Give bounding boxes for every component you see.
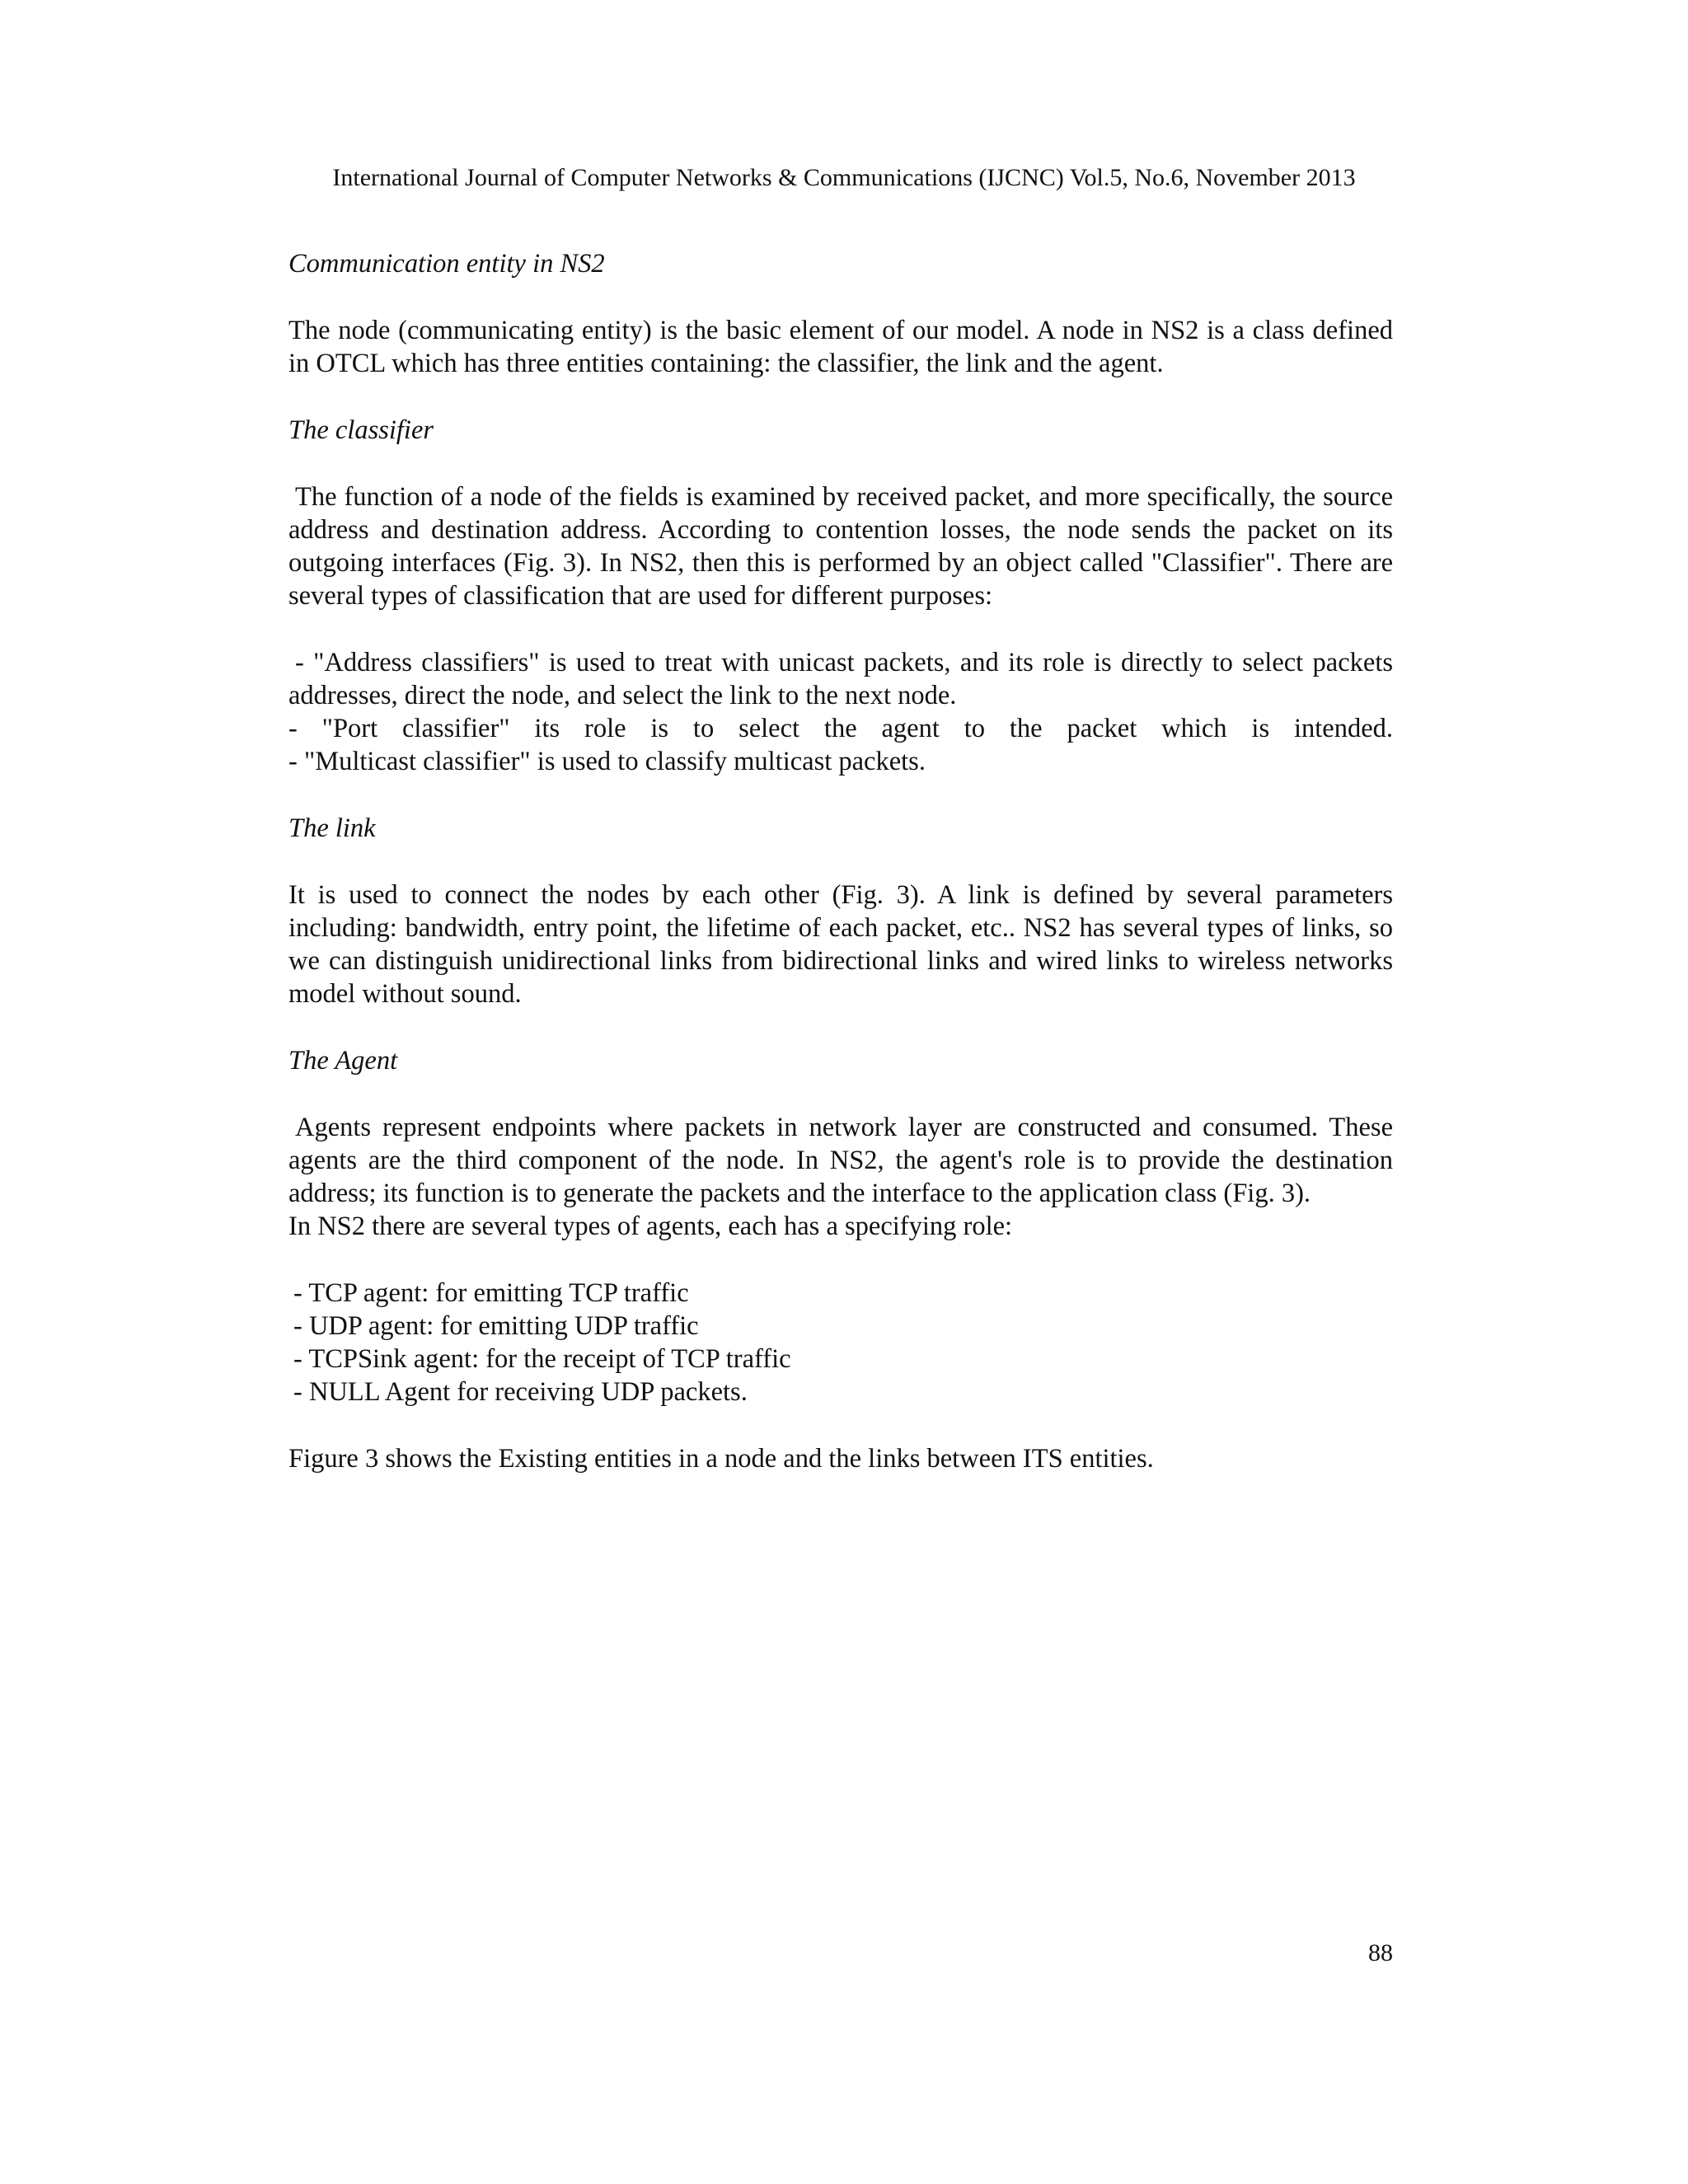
section-heading-classifier: The classifier bbox=[288, 415, 434, 445]
classifier-bullet-address: - "Address classifiers" is used to treat with unicast packets, and its role is directly to select packets addresses, direct the node, and select the link to the next node. bbox=[288, 648, 1393, 710]
paragraph-closing: Figure 3 shows the Existing entities in a node and the links between ITS entities. bbox=[288, 1444, 1154, 1474]
section-heading-communication-entity: Communication entity in NS2 bbox=[288, 249, 605, 279]
paragraph-agent-1: Agents represent endpoints where packets in network layer are constructed and consumed. These agents are the third component of the node. In NS2, the agent's role is to provide the destination address; its function is to generate the packets and the interface to the application class (Fig. 3). bbox=[288, 1113, 1393, 1208]
page-number: 88 bbox=[1368, 1939, 1393, 1966]
list-item: - TCP agent: for emitting TCP traffic bbox=[293, 1278, 689, 1308]
running-header: International Journal of Computer Networks & Communications (IJCNC) Vol.5, No.6, November 2013 bbox=[332, 164, 1356, 191]
paragraph-classifier: The function of a node of the fields is examined by received packet, and more specifically, the source address and destination address. According to contention losses, the node sends the packet on its outgoing interfaces (Fig. 3). In NS2, then this is performed by an object called "Classifier". There are several types of classification that are used for different purposes: bbox=[288, 482, 1393, 611]
paragraph-agent-2: In NS2 there are several types of agents, each has a specifying role: bbox=[288, 1212, 1013, 1241]
list-item: - UDP agent: for emitting UDP traffic bbox=[293, 1311, 699, 1341]
list-item: - NULL Agent for receiving UDP packets. bbox=[293, 1377, 748, 1407]
paragraph-link: It is used to connect the nodes by each other (Fig. 3). A link is defined by several parameters including: bandwidth, entry point, the lifetime of each packet, etc.. NS2 has several types of links, so we can distinguish unidirectional links from bidirectional links and wired links to wireless networks model without sound. bbox=[288, 880, 1393, 1009]
section-heading-agent: The Agent bbox=[288, 1046, 398, 1076]
page-body bbox=[288, 247, 1393, 1475]
classifier-bullet-multicast: - "Multicast classifier" is used to classify multicast packets. bbox=[288, 747, 926, 776]
list-item: - TCPSink agent: for the receipt of TCP traffic bbox=[293, 1344, 791, 1374]
classifier-bullet-port: - "Port classifier" its role is to select the agent to the packet which is intended. bbox=[288, 714, 1393, 743]
paragraph-communication-entity: The node (communicating entity) is the basic element of our model. A node in NS2 is a class defined in OTCL which has three entities containing: the classifier, the link and the agent. bbox=[288, 316, 1393, 378]
agent-types-list bbox=[288, 1277, 1393, 1408]
section-heading-link: The link bbox=[288, 813, 376, 843]
